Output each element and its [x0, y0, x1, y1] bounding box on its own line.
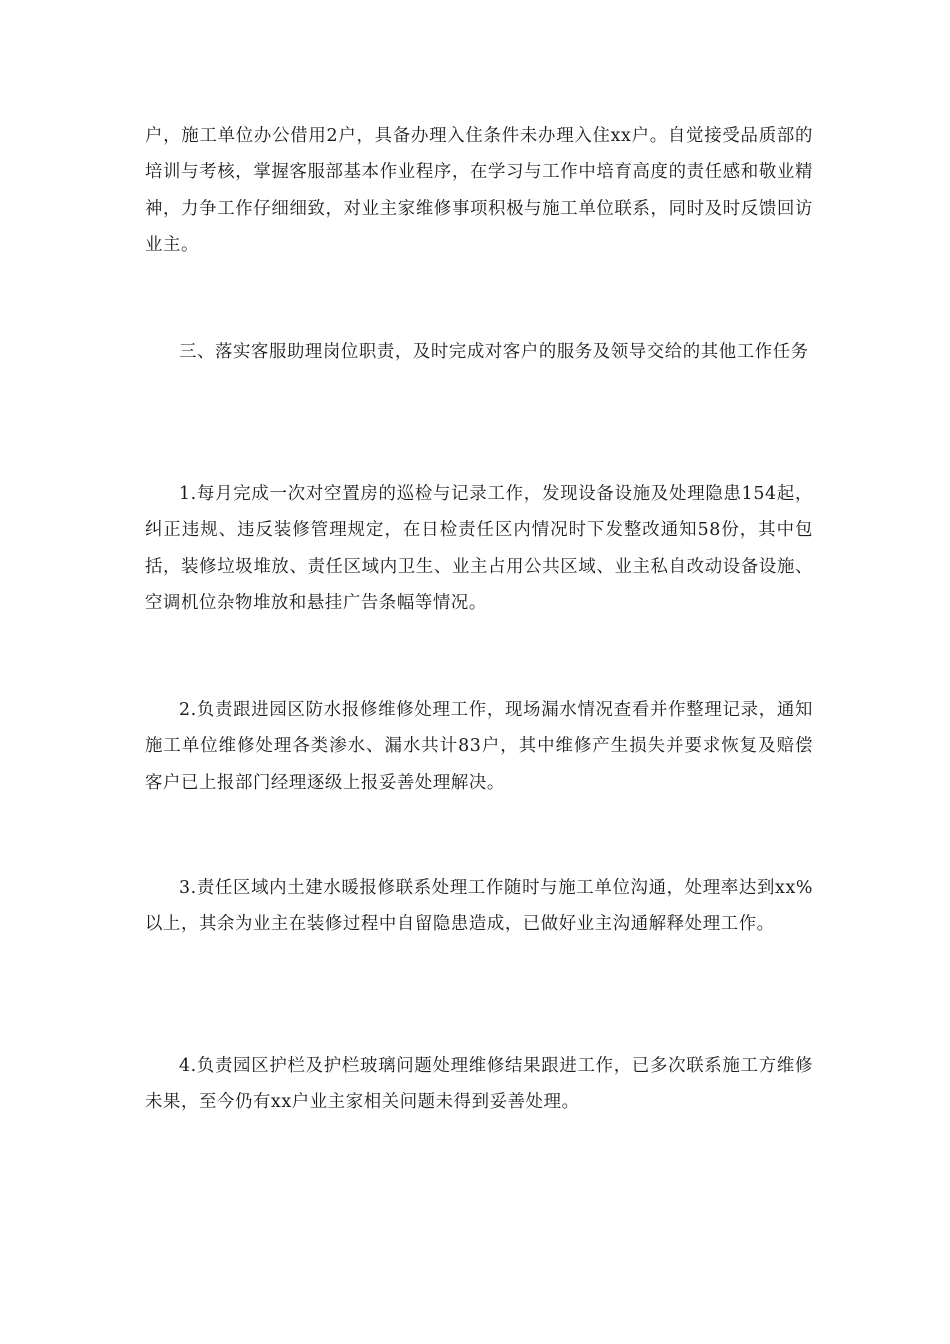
list-item-3: 3.责任区域内土建水暖报修联系处理工作随时与施工单位沟通，处理率达到xx%以上，其余为业主在装修过程中自留隐患造成，已做好业主沟通解释处理工作。: [145, 878, 813, 935]
list-item-1: 1.每月完成一次对空置房的巡检与记录工作，发现设备设施及处理隐患154起，纠正违规、违反装修管理规定，在日检责任区内情况时下发整改通知58份，其中包括，装修垃圾堆放、责任区域内卫生、业主占用公共区域、业主私自改动设备设施、空调机位杂物堆放和悬挂广告条幅等情况。: [145, 484, 813, 614]
paragraph-continuation: 户，施工单位办公借用2户，具备办理入住条件未办理入住xx户。自觉接受品质部的培训与考核，掌握客服部基本作业程序，在学习与工作中培育高度的责任感和敬业精神，力争工作仔细细致，对业主家维修事项积极与施工单位联系，同时及时反馈回访业主。: [145, 126, 813, 256]
section-heading-three: 三、落实客服助理岗位职责，及时完成对客户的服务及领导交给的其他工作任务: [179, 342, 809, 362]
list-item-2: 2.负责跟进园区防水报修维修处理工作，现场漏水情况查看并作整理记录，通知施工单位维修处理各类渗水、漏水共计83户，其中维修产生损失并要求恢复及赔偿客户已上报部门经理逐级上报妥善处理解决。: [145, 700, 813, 793]
list-item-4: 4.负责园区护栏及护栏玻璃问题处理维修结果跟进工作，已多次联系施工方维修未果，至今仍有xx户业主家相关问题未得到妥善处理。: [145, 1056, 813, 1113]
